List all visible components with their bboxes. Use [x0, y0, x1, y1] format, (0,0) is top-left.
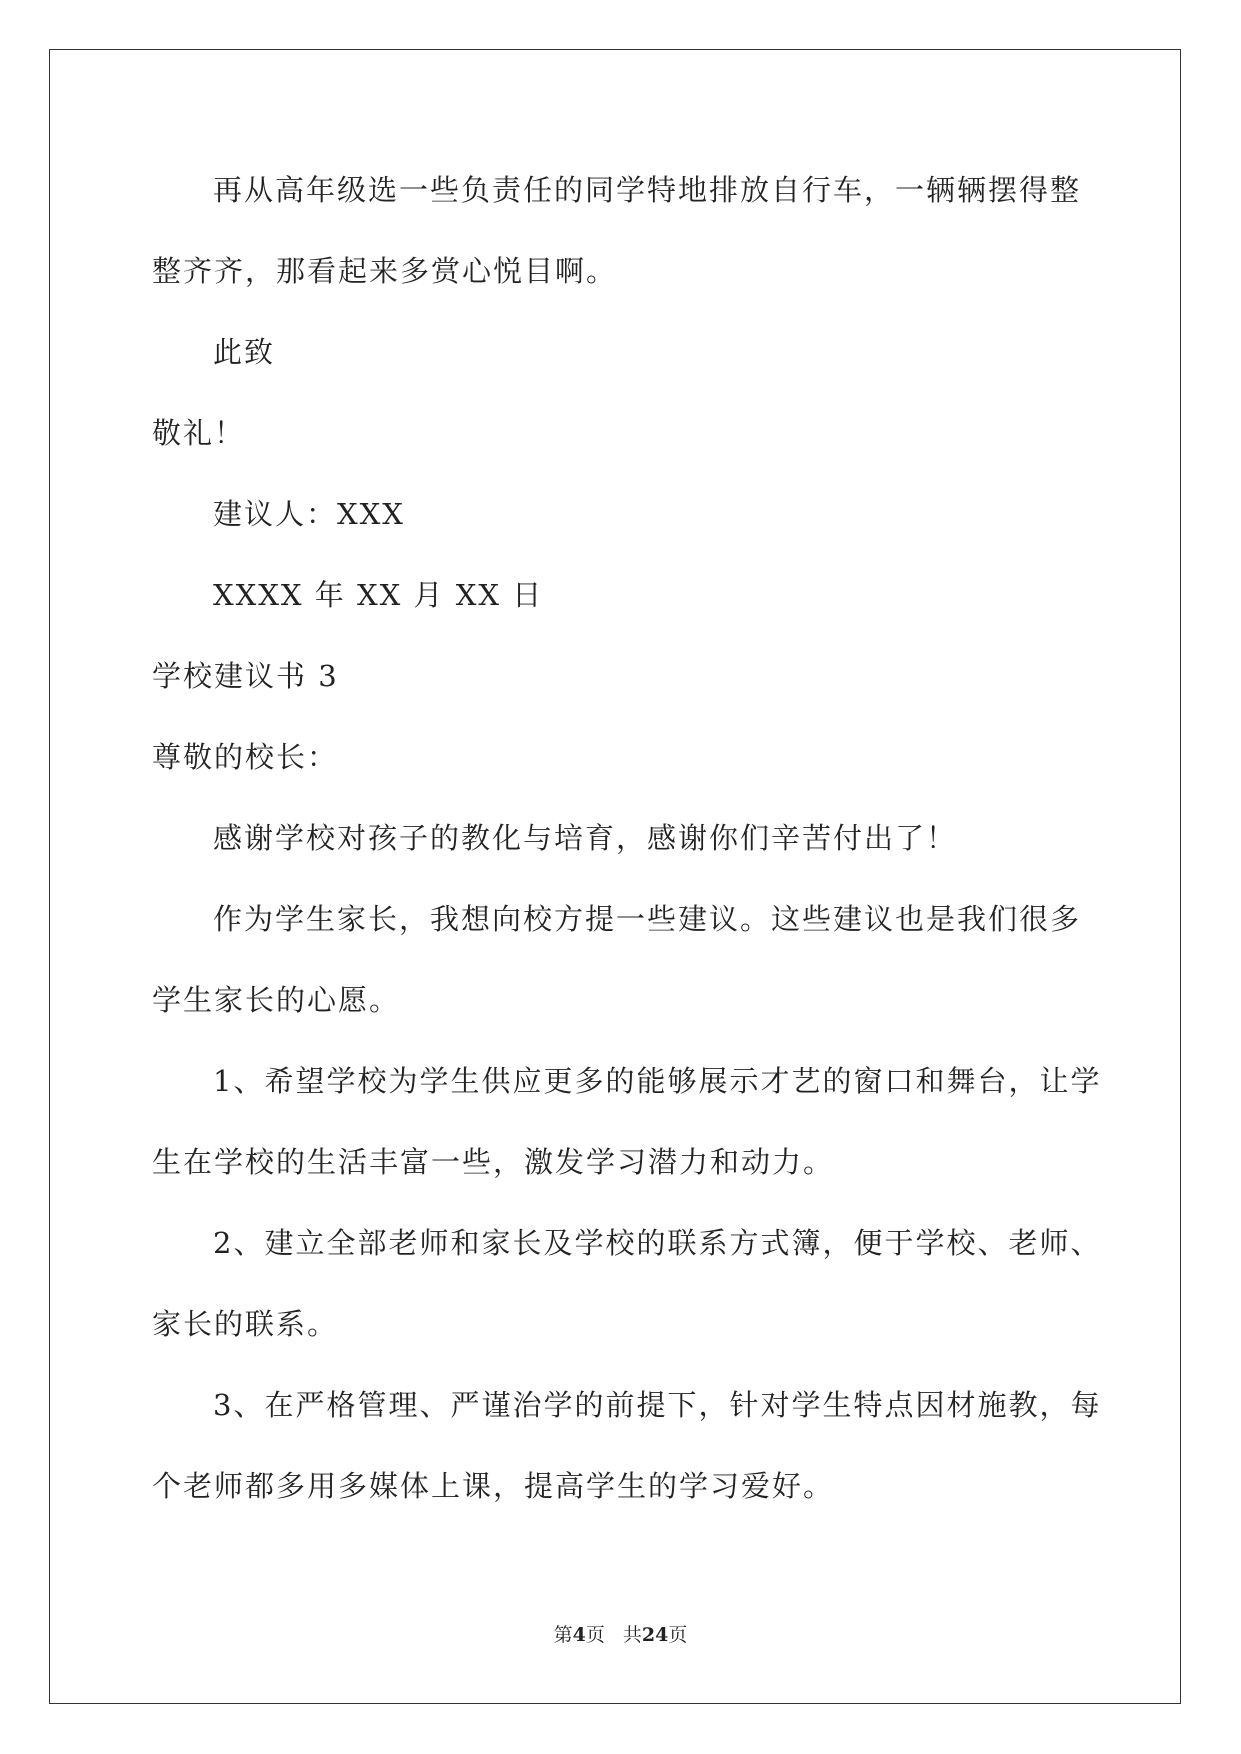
paragraph-line: 3、在严格管理、严谨治学的前提下，针对学生特点因材施教，每 — [213, 1388, 1102, 1422]
paragraph-line: 2、建立全部老师和家长及学校的联系方式簿，便于学校、老师、 — [213, 1226, 1102, 1260]
closing-regards: 敬礼！ — [152, 416, 246, 450]
footer-total-pages: 24 — [641, 1624, 669, 1646]
paragraph-line: 再从高年级选一些负责任的同学特地排放自行车，一辆辆摆得整 — [213, 173, 1082, 207]
section-title: 学校建议书 3 — [152, 659, 339, 693]
signer-line: 建议人：XXX — [213, 497, 405, 531]
paragraph-line: 整齐齐，那看起来多赏心悦目啊。 — [152, 254, 618, 288]
page-footer — [0, 1620, 1241, 1647]
paragraph-line: 家长的联系。 — [152, 1307, 339, 1341]
page-border — [49, 49, 1181, 1704]
closing-salutation: 此致 — [213, 335, 276, 369]
paragraph-line: 个老师都多用多媒体上课，提高学生的学习爱好。 — [152, 1469, 835, 1503]
footer-page-suffix: 页 — [585, 1624, 605, 1646]
footer-page-prefix: 第 — [553, 1624, 573, 1646]
footer-total-suffix: 页 — [668, 1624, 688, 1646]
paragraph-line: 学生家长的心愿。 — [152, 983, 401, 1017]
paragraph-line: 生在学校的生活丰富一些，激发学习潜力和动力。 — [152, 1145, 835, 1179]
paragraph-line: 1、希望学校为学生供应更多的能够展示才艺的窗口和舞台，让学 — [213, 1064, 1102, 1098]
footer-total-prefix: 共 — [622, 1624, 642, 1646]
date-line: XXXX 年 XX 月 XX 日 — [213, 578, 544, 612]
greeting-line: 尊敬的校长： — [152, 740, 339, 774]
paragraph-line: 感谢学校对孩子的教化与培育，感谢你们辛苦付出了！ — [213, 821, 958, 855]
footer-page-number: 4 — [572, 1624, 586, 1646]
paragraph-line: 作为学生家长，我想向校方提一些建议。这些建议也是我们很多 — [213, 902, 1082, 936]
